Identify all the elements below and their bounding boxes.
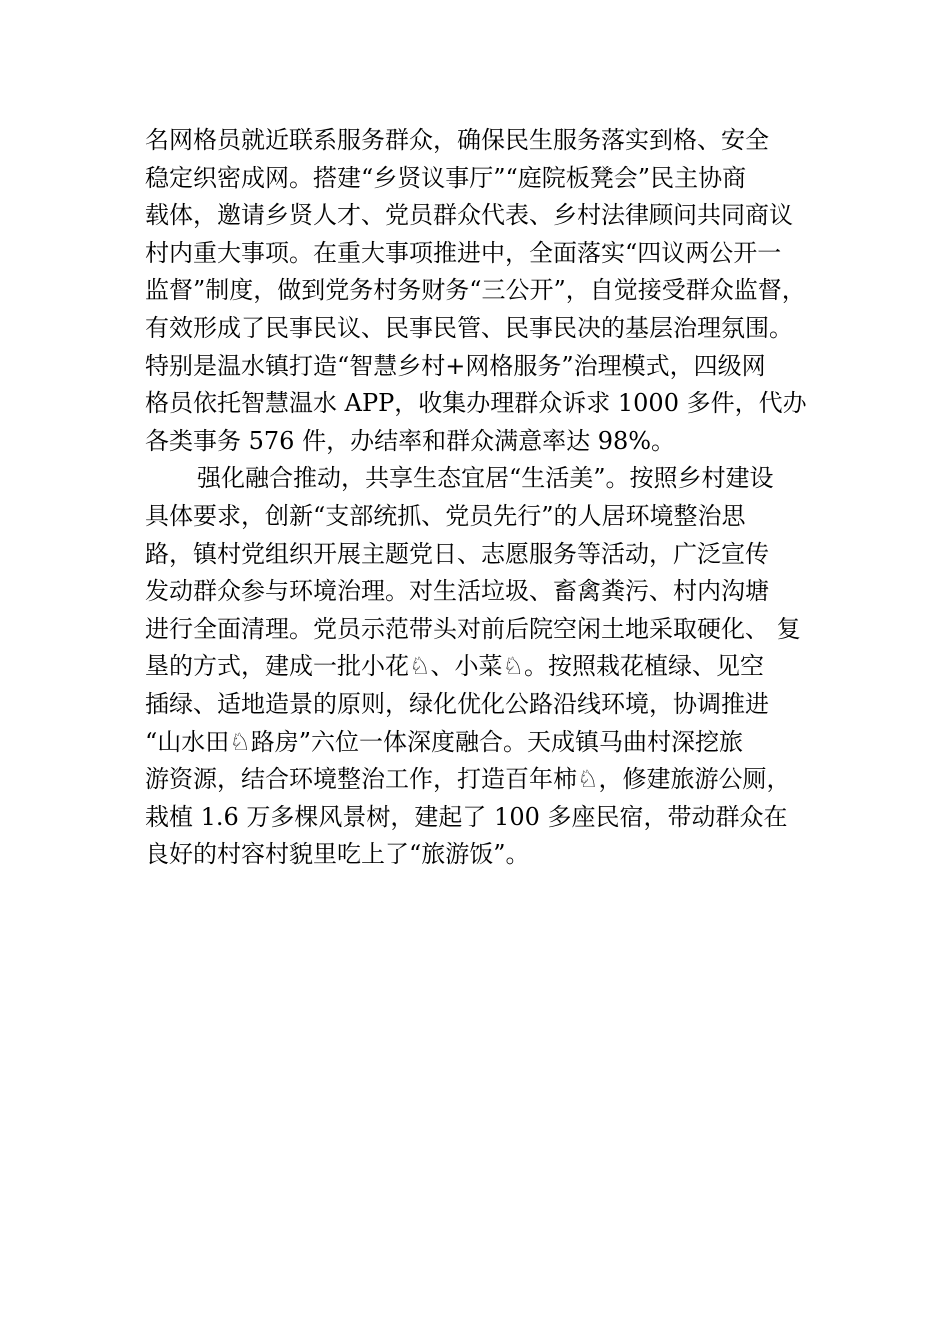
text-line: 名网格员就近联系服务群众，确保民生服务落实到格、安全 <box>145 126 769 154</box>
text-line: 村内重大事项。在重大事项推进中，全面落实“四议两公开一 <box>145 238 782 267</box>
text-line: 游资源，结合环境整治工作，打造百年柿♘，修建旅游公厕， <box>145 765 791 794</box>
text-line: 进行全面清理。党员示范带头对前后院空闲土地采取硬化、 复 <box>145 614 801 643</box>
text-line: 良好的村容村貌里吃上了“旅游饭”。 <box>145 840 530 869</box>
text-line: 各类事务 576 件，办结率和群众满意率达 98%。 <box>145 426 676 455</box>
text-line: 发动群众参与环境治理。对生活垃圾、畜禽粪污、村内沟塘 <box>145 577 769 606</box>
text-line: 有效形成了民事民议、民事民管、民事民决的基层治理氛围。 <box>145 313 793 342</box>
text-line: 特别是温水镇打造“智慧乡村+网格服务”治理模式，四级网 <box>145 351 766 380</box>
text-line: 具体要求，创新“支部统抓、党员先行”的人居环境整治思 <box>145 501 746 530</box>
text-line: 栽植 1.6 万多棵风景树，建起了 100 多座民宿，带动群众在 <box>145 802 788 831</box>
text-line: 插绿、适地造景的原则，绿化优化公路沿线环境，协调推进 <box>145 689 769 718</box>
text-line: “山水田♘路房”六位一体深度融合。天成镇马曲村深挖旅 <box>145 727 744 756</box>
body-text <box>145 122 845 874</box>
text-line: 稳定织密成网。搭建“乡贤议事厅”“庭院板凳会”民主协商 <box>145 163 747 192</box>
text-line: 垦的方式，建成一批小花♘、小菜♘。按照栽花植绿、见空 <box>145 652 765 681</box>
paragraph-1 <box>145 122 845 460</box>
text-line: 路，镇村党组织开展主题党日、志愿服务等活动，广泛宣传 <box>145 539 769 568</box>
text-line: 格员依托智慧温水 APP，收集办理群众诉求 1000 多件，代办 <box>145 389 807 418</box>
text-line-indented: 强化融合推动，共享生态宜居“生活美”。按照乡村建设 <box>197 464 774 493</box>
text-line: 监督”制度，做到党务村务财务“三公开”，自觉接受群众监督， <box>145 276 806 305</box>
text-line: 载体，邀请乡贤人才、党员群众代表、乡村法律顾问共同商议 <box>145 201 793 230</box>
paragraph-2 <box>145 460 845 874</box>
